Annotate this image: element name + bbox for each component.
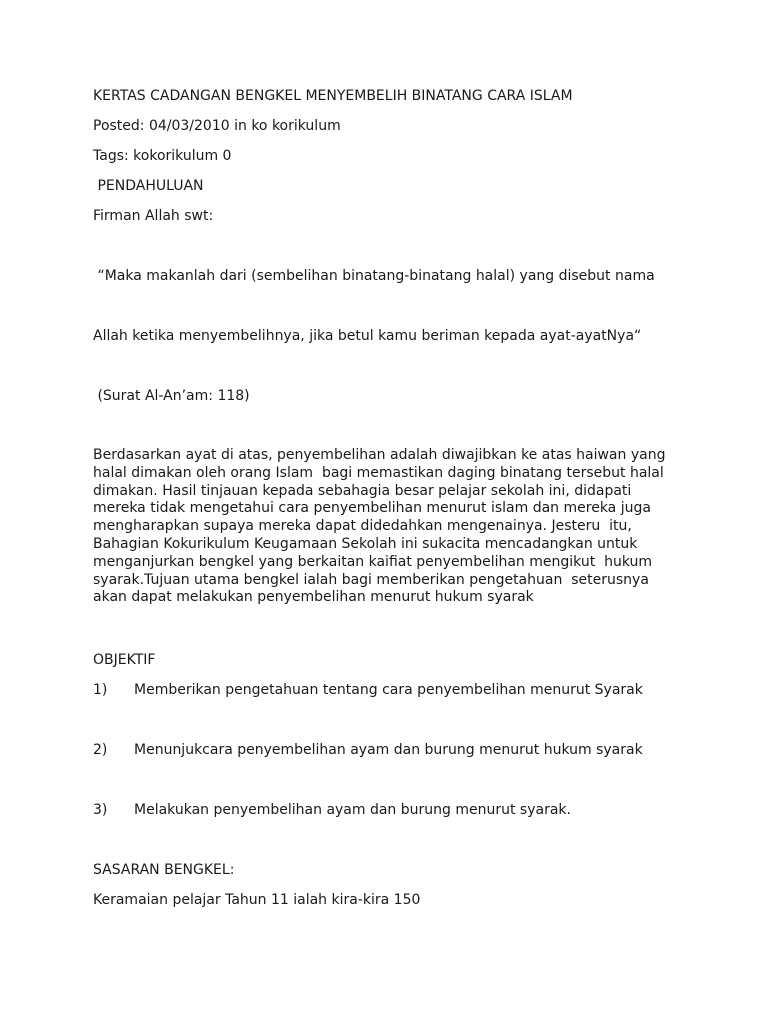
section-heading-objektif: OBJEKTIF (93, 652, 156, 668)
objective-number: 3) (93, 802, 108, 818)
objective-text: Memberikan pengetahuan tentang cara penyembelihan menurut Syarak (134, 682, 643, 698)
body-line: mengharapkan supaya mereka dapat didedahkan mengenainya. Jesteru itu, (93, 518, 632, 535)
body-paragraph (93, 447, 683, 607)
citation: (Surat Al-An’am: 118) (93, 388, 250, 404)
body-line: akan dapat melakukan penyembelihan menurut hukum syarak (93, 589, 534, 606)
sasaran-text: Keramaian pelajar Tahun 11 ialah kira-kira 150 (93, 892, 421, 908)
tags-meta: Tags: kokorikulum 0 (93, 148, 232, 164)
posted-meta: Posted: 04/03/2010 in ko korikulum (93, 118, 341, 134)
body-line: menganjurkan bengkel yang berkaitan kaifiat penyembelihan mengikut hukum (93, 553, 653, 570)
objective-text: Menunjukcara penyembelihan ayam dan burung menurut hukum syarak (134, 742, 643, 758)
body-line: halal dimakan oleh orang Islam bagi memastikan daging binatang tersebut halal (93, 464, 664, 481)
body-line: mereka tidak mengetahui cara penyembelihan menurut islam dan mereka juga (93, 500, 651, 517)
body-line: Bahagian Kokurikulum Keugamaan Sekolah ini sukacita mencadangkan untuk (93, 535, 638, 552)
objective-number: 2) (93, 742, 108, 758)
quote-line-1: “Maka makanlah dari (sembelihan binatang-binatang halal) yang disebut nama (93, 268, 655, 284)
section-heading-sasaran: SASARAN BENGKEL: (93, 862, 235, 878)
quote-line-2: Allah ketika menyembelihnya, jika betul kamu beriman kepada ayat-ayatNya“ (93, 328, 642, 344)
body-line: dimakan. Hasil tinjauan kepada sebahagia besar pelajar sekolah ini, didapati (93, 482, 632, 499)
body-line: Berdasarkan ayat di atas, penyembelihan adalah diwajibkan ke atas haiwan yang (93, 447, 666, 463)
objective-text: Melakukan penyembelihan ayam dan burung menurut syarak. (134, 802, 571, 818)
document-title: KERTAS CADANGAN BENGKEL MENYEMBELIH BINATANG CARA ISLAM (93, 88, 573, 104)
section-heading-pendahuluan: PENDAHULUAN (93, 178, 204, 194)
objective-number: 1) (93, 682, 108, 698)
firman-label: Firman Allah swt: (93, 208, 214, 224)
body-line: syarak.Tujuan utama bengkel ialah bagi memberikan pengetahuan seterusnya (93, 571, 649, 588)
